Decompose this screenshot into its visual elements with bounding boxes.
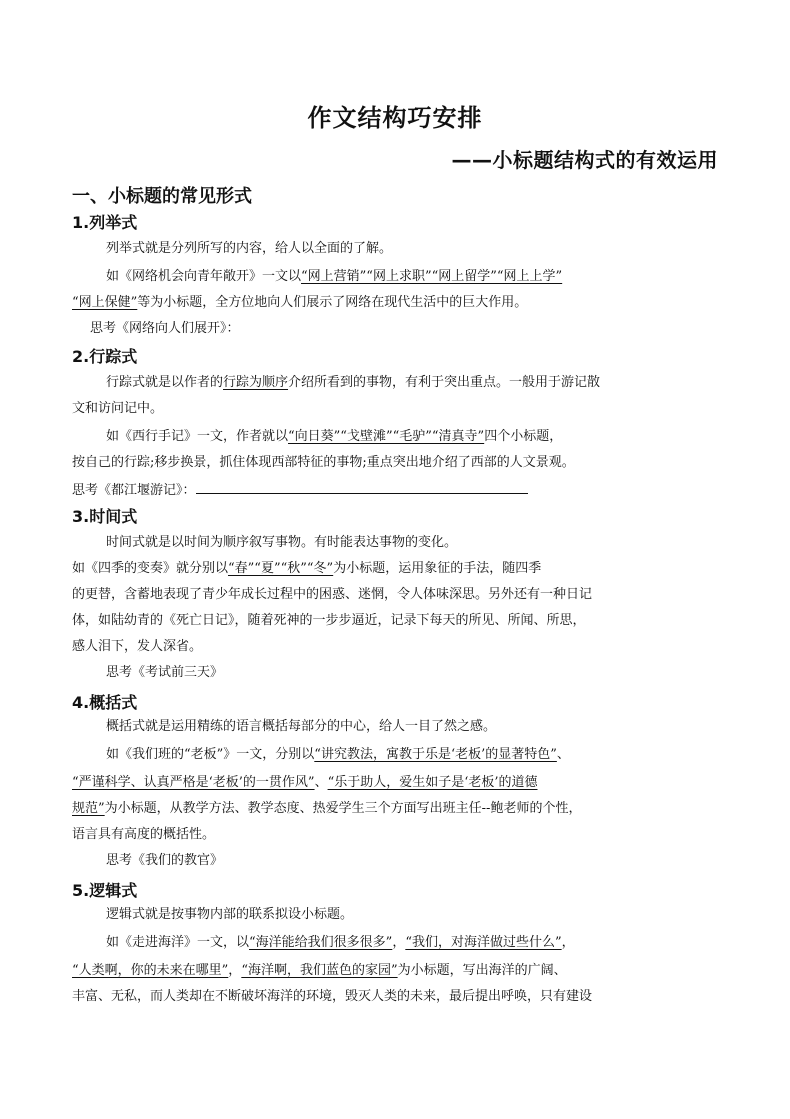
page-subtitle: ——小标题结构式的有效运用 (451, 148, 718, 172)
subsection-heading-itinerary: 2.行踪式 (72, 347, 138, 366)
underlined-text: “我们，对海洋做过些什么” (405, 935, 562, 950)
subsection-heading-time: 3.时间式 (72, 507, 138, 526)
paragraph-line: 如《走进海洋》一文，以“海洋能给我们很多很多”，“我们，对海洋做过些什么”， (106, 935, 575, 950)
underlined-text: “海洋能给我们很多很多” (249, 935, 393, 950)
think-prompt: 思考《网络向人们展开》： (90, 321, 240, 336)
page-title: 作文结构巧安排 (307, 104, 483, 132)
think-prompt: 思考《都江堰游记》： (72, 480, 528, 500)
paragraph-line: “人类啊，你的未来在哪里”，“海洋啊，我们蓝色的家园”为小标题，写出海洋的广阔、 (72, 963, 567, 978)
subsection-heading-summary: 4.概括式 (72, 693, 138, 712)
paragraph-line: “严谨科学、认真严格是‘老板’的一贯作风”、“乐于助人，爱生如子是‘老板’的道德 (72, 775, 538, 790)
underlined-text: “严谨科学、认真严格是‘老板’的一贯作风” (72, 775, 315, 790)
paragraph-line: “网上保健”等为小标题，全方位地向人们展示了网络在现代生活中的巨大作用。 (72, 295, 528, 310)
paragraph-line: 丰富、无私，而人类却在不断破坏海洋的环境，毁灭人类的未来，最后提出呼唤，只有建设 (72, 989, 593, 1004)
paragraph-line: 的更替，含蓄地表现了青少年成长过程中的困惑、迷惘，令人体味深思。另外还有一种日记 (72, 587, 593, 602)
underlined-text: “网上营销”“网上求职”“网上留学”“网上上学” (301, 269, 563, 284)
paragraph-line: 如《网络机会向青年敞开》一文以“网上营销”“网上求职”“网上留学”“网上上学” (106, 269, 563, 284)
underlined-text: 行踪为顺序 (223, 375, 289, 390)
section-heading: 一、小标题的常见形式 (72, 186, 252, 207)
paragraph-line: 逻辑式就是按事物内部的联系拟设小标题。 (106, 907, 354, 922)
paragraph-line: 文和访问记中。 (72, 401, 164, 416)
paragraph-line: 概括式就是运用精练的语言概括每部分的中心，给人一目了然之感。 (106, 719, 497, 734)
paragraph-line: 体，如陆幼青的《死亡日记》，随着死神的一步步逼近，记录下每天的所见、所闻、所思， (72, 613, 586, 628)
paragraph-line: 如《四季的变奏》就分别以“春”“夏”“秋”“冬”为小标题，运用象征的手法，随四季 (72, 561, 542, 576)
answer-blank[interactable] (196, 480, 528, 494)
paragraph-line: 如《西行手记》一文，作者就以“向日葵”“戈壁滩”“毛驴”“清真寺”四个小标题， (106, 429, 563, 444)
underlined-text: “春”“夏”“秋”“冬” (228, 561, 334, 576)
underlined-text: “讲究教法，寓教于乐是‘老板’的显著特色” (314, 747, 557, 762)
paragraph-line: 如《我们班的“老板”》一文，分别以“讲究教法，寓教于乐是‘老板’的显著特色”、 (106, 747, 570, 762)
underlined-text: “网上保健” (72, 295, 138, 310)
subsection-heading-enumeration: 1.列举式 (72, 213, 138, 232)
paragraph-line: 列举式就是分列所写的内容，给人以全面的了解。 (106, 241, 393, 256)
paragraph-line: 按自己的行踪;移步换景，抓住体现西部特征的事物;重点突出地介绍了西部的人文景观。 (72, 455, 575, 470)
think-prompt: 思考《考试前三天》 (106, 665, 224, 680)
paragraph-line: 感人泪下，发人深省。 (72, 639, 203, 654)
subsection-heading-logic: 5.逻辑式 (72, 881, 138, 900)
underlined-text: “海洋啊，我们蓝色的家园” (241, 963, 398, 978)
underlined-text: “人类啊，你的未来在哪里” (72, 963, 229, 978)
underlined-text: “乐于助人，爱生如子是‘老板’的道德 (327, 775, 538, 790)
think-prompt: 思考《我们的教官》 (106, 853, 224, 868)
paragraph-line: 语言具有高度的概括性。 (72, 827, 216, 842)
paragraph-line: 行踪式就是以作者的行踪为顺序介绍所看到的事物，有利于突出重点。一般用于游记散 (106, 375, 601, 390)
underlined-text: 规范” (72, 801, 105, 816)
paragraph-line: 规范”为小标题，从教学方法、教学态度、热爱学生三个方面写出班主任--鲍老师的个性， (72, 801, 582, 816)
underlined-text: “向日葵”“戈壁滩”“毛驴”“清真寺” (288, 429, 485, 444)
paragraph-line: 时间式就是以时间为顺序叙写事物。有时能表达事物的变化。 (106, 535, 458, 550)
